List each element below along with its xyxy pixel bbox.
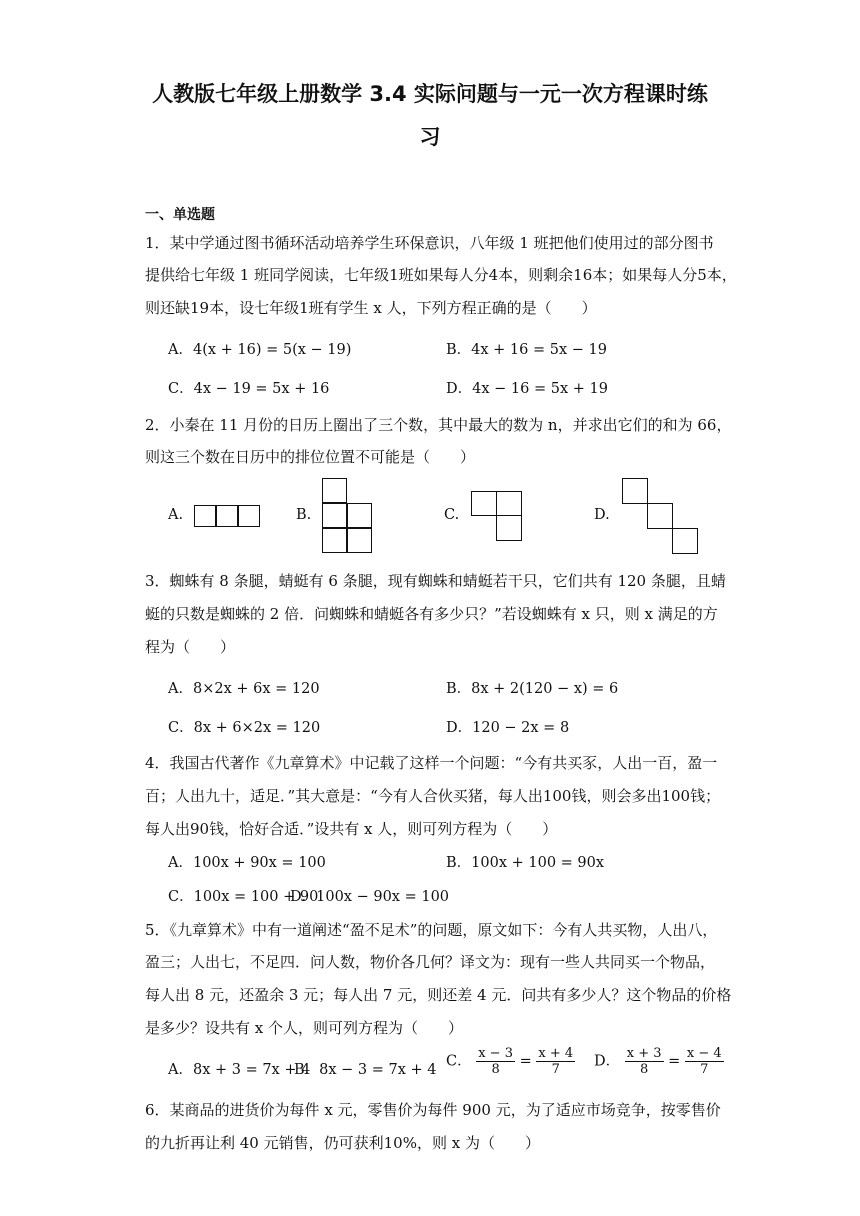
q4-line-1: 4．我国古代著作《九章算术》中记载了这样一个问题：“今有共买豕，人出一百，盈一: [145, 754, 718, 772]
q2-label-c: C.: [444, 507, 460, 523]
q3-line-3: 程为（ ）: [145, 638, 236, 656]
q3-line-2: 蜓的只数是蜘蛛的 2 倍．问蜘蛛和蜻蜓各有多少只？”若设蜘蛛有 x 只，则 x 满足的方: [145, 605, 718, 623]
q4-option-d: D．100x − 90x = 100: [290, 889, 450, 905]
q3-option-c: C．8x + 6×2x = 120: [168, 720, 321, 736]
q5-option-c-label: C．: [446, 1053, 472, 1070]
q2-label-a: A.: [168, 507, 184, 523]
page-title-line1: 人教版七年级上册数学 3.4 实际问题与一元一次方程课时练: [152, 82, 708, 106]
q6-line-1: 6．某商品的进货价为每件 x 元，零售价为每件 900 元，为了适应市场竞争，按零售价: [145, 1101, 721, 1119]
q1-option-b: B．4x + 16 = 5x − 19: [446, 342, 607, 358]
q3-option-b: B．8x + 2(120 − x) = 6: [446, 681, 619, 697]
q1-line-2: 提供给七年级 1 班同学阅读，七年级1班如果每人分4本，则剩余16本；如果每人分5本，: [145, 266, 737, 284]
q5-option-d-label: D．: [594, 1053, 621, 1070]
q5-c-den2: 7: [551, 1062, 560, 1077]
section-heading: 一、单选题: [145, 207, 215, 223]
q4-option-c: C．100x = 100 + 90: [168, 889, 319, 905]
q5-c-num2: x + 4: [538, 1046, 574, 1061]
q2-label-d: D.: [594, 507, 610, 523]
q5-d-num2: x − 4: [686, 1046, 722, 1061]
page-title-line2: 习: [419, 125, 441, 149]
q1-line-1: 1．某中学通过图书循环活动培养学生环保意识，八年级 1 班把他们使用过的部分图书: [145, 234, 714, 252]
q5-option-c: C． $\frac{x - 3}{8}$ = $\frac{x + 4}{7}$: [446, 1046, 574, 1077]
q4-option-a: A．100x + 90x = 100: [168, 855, 326, 871]
q5-line-3: 每人出 8 元，还盈余 3 元；每人出 7 元，则还差 4 元．问共有多少人？这个物品的价格: [145, 986, 732, 1004]
q5-d-den1: 8: [639, 1062, 649, 1077]
q5-option-b: B．8x − 3 = 7x + 4: [294, 1062, 437, 1078]
q4-option-b: B．100x + 100 = 90x: [446, 855, 605, 871]
q1-option-c: C．4x − 19 = 5x + 16: [168, 381, 330, 397]
q2-line-2: 则这三个数在日历中的排位位置不可能是（ ）: [145, 448, 476, 466]
q5-line-2: 盈三；人出七，不足四．问人数，物价各几何？译文为：现有一些人共同买一个物品，: [145, 953, 716, 971]
q5-line-1: 5．《九章算术》中有一道阐述“盈不足术”的问题，原文如下：今有人共买物，人出八，: [145, 921, 718, 939]
q1-line-3: 则还缺19本，设七年级1班有学生 x 人，下列方程正确的是（ ）: [145, 299, 597, 317]
q1-option-d: D．4x − 16 = 5x + 19: [446, 381, 608, 397]
q1-option-a: A．4(x + 16) = 5(x − 19): [168, 342, 352, 358]
q2-line-1: 2．小秦在 11 月份的日历上圈出了三个数，其中最大的数为 n，并求出它们的和为 66，: [145, 416, 732, 434]
q6-line-2: 的九折再让利 40 元销售，仍可获利10%，则 x 为（ ）: [145, 1134, 540, 1152]
q5-line-4: 是多少？设共有 x 个人，则可列方程为（ ）: [145, 1019, 463, 1037]
q3-line-1: 3．蜘蛛有 8 条腿，蜻蜓有 6 条腿，现有蜘蛛和蜻蜓若干只，它们共有 120 条腿，且蜻: [145, 572, 726, 590]
q3-option-d: D．120 − 2x = 8: [446, 720, 570, 736]
q3-option-a: A．8×2x + 6x = 120: [168, 681, 320, 697]
q5-d-den2: 7: [700, 1062, 709, 1077]
q2-label-b: B.: [296, 507, 312, 523]
q5-c-den1: 8: [491, 1062, 500, 1077]
q5-option-d: D． $\frac{x + 3}{8}$ = $\frac{x - 4}{7}$: [594, 1046, 722, 1077]
q5-option-a: A．8x + 3 = 7x + 4: [168, 1062, 311, 1078]
q5-d-num1: x + 3: [626, 1046, 662, 1061]
q4-line-3: 每人出90钱，恰好合适．”设共有 x 人，则可列方程为（ ）: [145, 820, 558, 838]
q5-c-num1: x − 3: [478, 1046, 513, 1061]
q4-line-2: 百；人出九十，适足．”其大意是：“今有人合伙买猪，每人出100钱，则会多出100钱；: [145, 787, 721, 805]
